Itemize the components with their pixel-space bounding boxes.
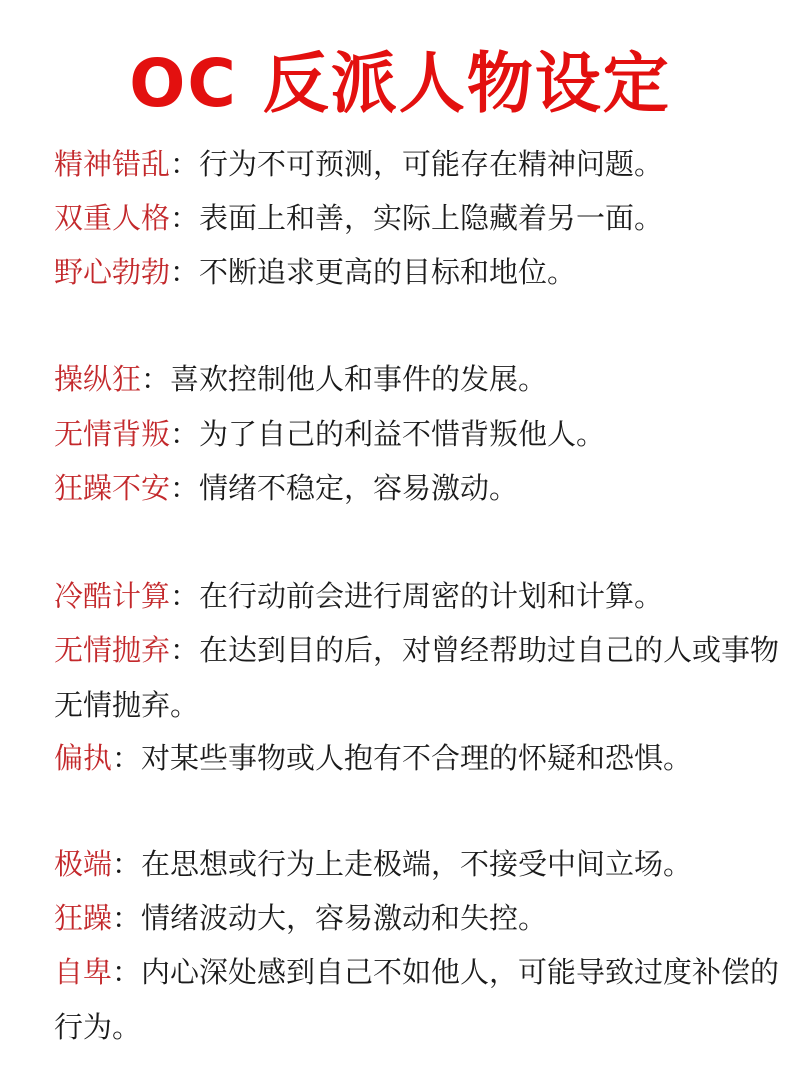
trait-separator: ： (170, 417, 200, 451)
trait-entry (54, 137, 784, 192)
trait-separator: ： (112, 847, 142, 881)
trait-entry (54, 891, 784, 946)
trait-separator: ： (112, 955, 142, 989)
trait-entry (54, 623, 784, 733)
trait-separator: ： (112, 901, 142, 935)
trait-separator: ： (170, 579, 200, 613)
trait-separator: ： (170, 471, 200, 505)
trait-description: 在行动前会进行周密的计划和计算。 (199, 579, 664, 613)
trait-description: 不断追求更高的目标和地位。 (199, 255, 577, 289)
trait-term: 狂躁 (54, 901, 113, 935)
trait-term: 极端 (54, 847, 113, 881)
trait-term: 操纵狂 (54, 362, 142, 396)
trait-separator: ： (170, 633, 200, 667)
trait-description: 行为不可预测，可能存在精神问题。 (199, 147, 664, 181)
trait-description: 在思想或行为上走极端，不接受中间立场。 (141, 847, 693, 881)
trait-entry (54, 945, 784, 1055)
trait-description: 为了自己的利益不惜背叛他人。 (199, 417, 606, 451)
trait-term: 狂躁不安 (54, 471, 171, 505)
trait-term: 无情背叛 (54, 417, 171, 451)
trait-description: 情绪波动大，容易激动和失控。 (141, 901, 548, 935)
trait-term: 双重人格 (54, 201, 171, 235)
trait-term: 偏执 (54, 741, 113, 775)
trait-entry (54, 461, 784, 516)
trait-description: 表面上和善，实际上隐藏着另一面。 (199, 201, 664, 235)
trait-entry (54, 837, 784, 892)
trait-entry (54, 191, 784, 246)
trait-separator: ： (170, 147, 200, 181)
trait-term: 冷酷计算 (54, 579, 171, 613)
page-title: OC 反派人物设定 (129, 45, 671, 122)
trait-description: 对某些事物或人抱有不合理的怀疑和恐惧。 (141, 741, 693, 775)
trait-term: 精神错乱 (54, 147, 171, 181)
trait-description: 喜欢控制他人和事件的发展。 (170, 362, 548, 396)
trait-separator: ： (112, 741, 142, 775)
trait-entry (54, 569, 784, 624)
trait-term: 野心勃勃 (54, 255, 171, 289)
trait-description: 内心深处感到自己不如他人，可能导致过度补偿的行为。 (54, 955, 780, 1044)
trait-term: 自卑 (54, 955, 113, 989)
trait-term: 无情抛弃 (54, 633, 171, 667)
trait-separator: ： (170, 255, 200, 289)
trait-description: 在达到目的后，对曾经帮助过自己的人或事物无情抛弃。 (54, 633, 780, 722)
trait-separator: ： (141, 362, 171, 396)
trait-entry (54, 245, 784, 300)
trait-entry (54, 731, 784, 786)
trait-entry (54, 407, 784, 462)
trait-separator: ： (170, 201, 200, 235)
trait-description: 情绪不稳定，容易激动。 (199, 471, 519, 505)
trait-entry (54, 352, 784, 407)
